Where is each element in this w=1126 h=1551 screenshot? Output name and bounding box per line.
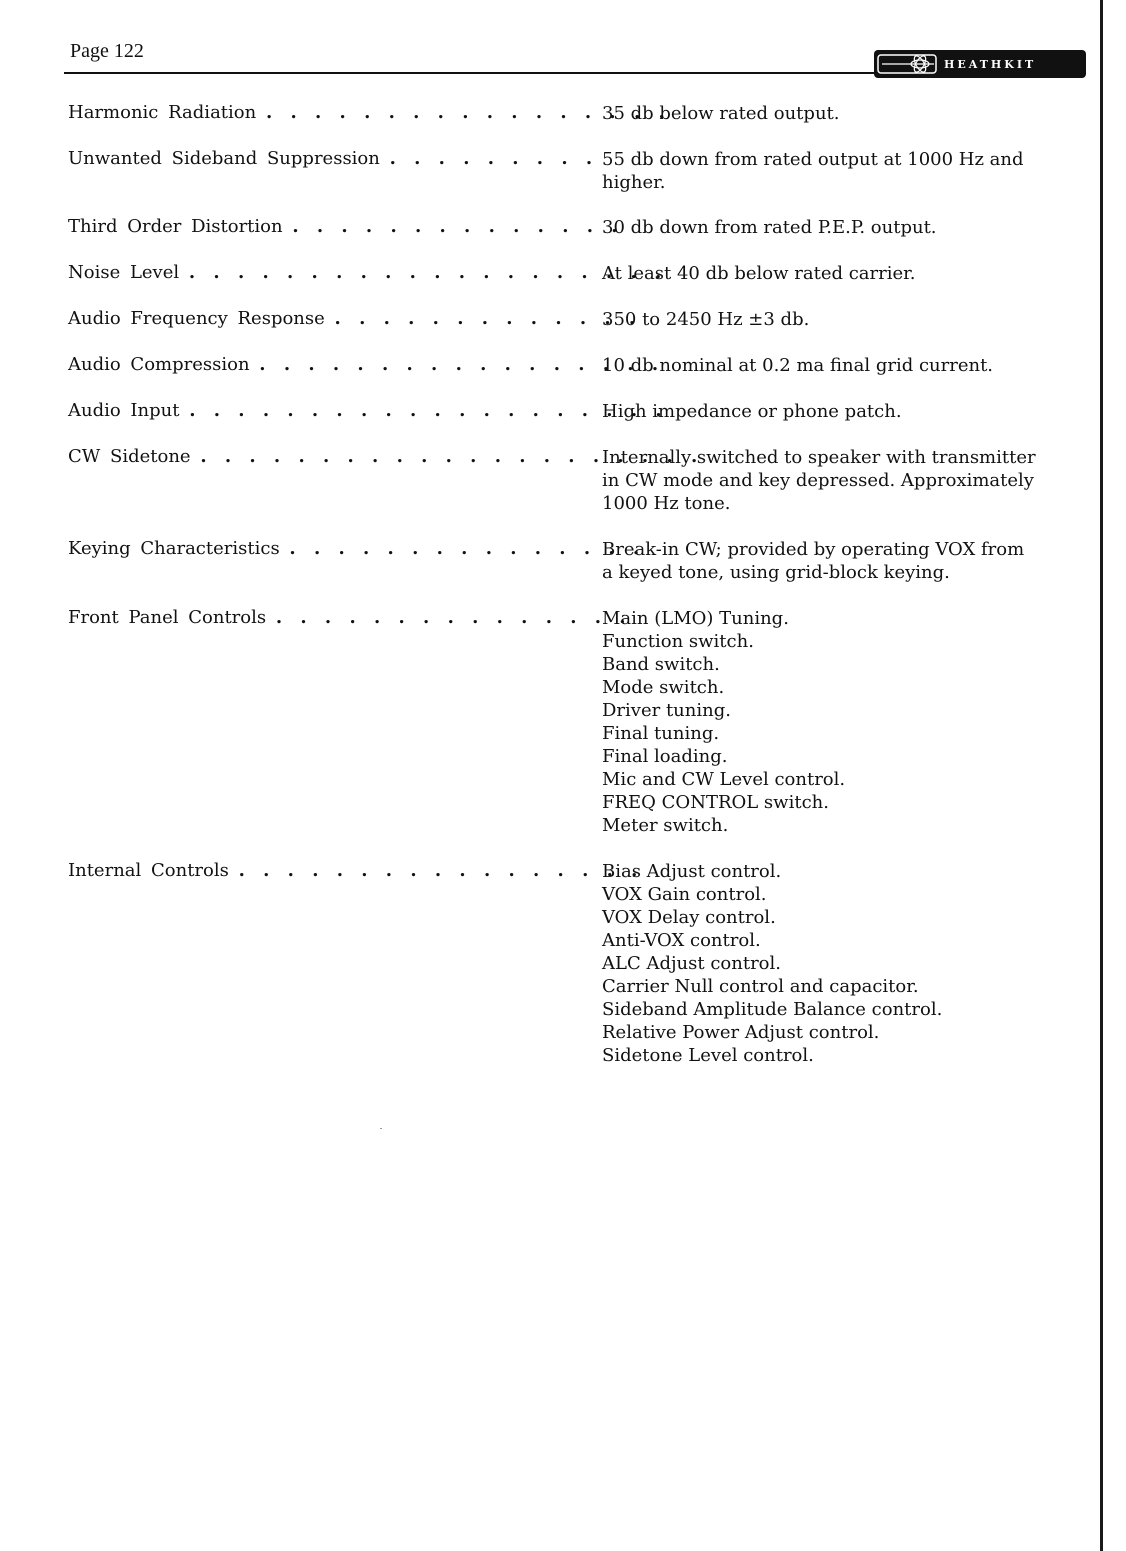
spec-value: [602, 308, 1084, 331]
spec-label: [68, 400, 666, 421]
leader-dots: . . . . . . . . . . . . . . . . . . . .: [189, 400, 666, 421]
spec-value-line: 55 db down from rated output at 1000 Hz and: [602, 149, 1024, 170]
spec-value-line: Mode switch.: [602, 677, 725, 698]
spec-label-text: Unwanted Sideband Suppression: [68, 148, 380, 169]
spec-value-line: VOX Gain control.: [602, 884, 767, 905]
spec-value-line: Anti-VOX control.: [602, 930, 761, 951]
spec-label: [68, 446, 702, 467]
spec-value-line: 35 db below rated output.: [602, 103, 840, 124]
spec-label-text: Front Panel Controls: [68, 607, 267, 628]
leader-dots: . . . . . . . . . . . . . .: [292, 216, 622, 237]
spec-value-line: Bias Adjust control.: [602, 861, 782, 882]
spec-value-line: 1000 Hz tone.: [602, 493, 731, 514]
spec-value: [602, 354, 1084, 377]
spec-label-text: Internal Controls: [68, 860, 229, 881]
spec-label-text: Audio Frequency Response: [68, 308, 325, 329]
spec-value-line: High impedance or phone patch.: [602, 401, 902, 422]
spec-value: [602, 446, 1084, 515]
spec-value-line: VOX Delay control.: [602, 907, 776, 928]
spec-value-line: At least 40 db below rated carrier.: [602, 263, 916, 284]
spec-value-line: Band switch.: [602, 654, 720, 675]
leader-dots: . . . . . . . . . . . . . . . . . . . .: [188, 262, 666, 283]
spec-value: [602, 400, 1084, 423]
spec-label: [68, 308, 640, 329]
spec-label: [68, 354, 663, 375]
spec-label: [68, 607, 630, 628]
spec-value-line: a keyed tone, using grid-block keying.: [602, 562, 950, 583]
heathkit-logo-icon: [874, 50, 940, 78]
spec-value-line: Function switch.: [602, 631, 754, 652]
brand-name: HEATHKIT: [944, 57, 1037, 71]
scan-speck: [380, 1128, 382, 1129]
spec-value-line: Break-in CW; provided by operating VOX from: [602, 539, 1025, 560]
spec-value-line: Sidetone Level control.: [602, 1045, 814, 1066]
spec-value: [602, 102, 1084, 125]
spec-value-line: Internally switched to speaker with transmitter: [602, 447, 1036, 468]
spec-value-line: 10 db nominal at 0.2 ma final grid current.: [602, 355, 994, 376]
spec-label-text: Keying Characteristics: [68, 538, 280, 559]
spec-label: [68, 102, 669, 123]
spec-value-line: in CW mode and key depressed. Approximately: [602, 470, 1034, 491]
leader-dots: . . . . . . . . . . . . . . .: [275, 607, 630, 628]
spec-value: [602, 607, 1084, 837]
heathkit-logo: [874, 50, 1086, 78]
spec-value-line: 30 db down from rated P.E.P. output.: [602, 217, 937, 238]
spec-value: [602, 216, 1084, 239]
spec-value-line: Final loading.: [602, 746, 728, 767]
spec-value-line: Main (LMO) Tuning.: [602, 608, 789, 629]
spec-value: [602, 262, 1084, 285]
spec-label-text: Audio Input: [68, 400, 180, 421]
spec-value-line: Meter switch.: [602, 815, 729, 836]
spec-label-text: Third Order Distortion: [68, 216, 283, 237]
spec-value-line: Sideband Amplitude Balance control.: [602, 999, 943, 1020]
spec-value-line: Carrier Null control and capacitor.: [602, 976, 919, 997]
leader-dots: . . . . . . . . . . . . . . .: [289, 538, 644, 559]
spec-label-text: Harmonic Radiation: [68, 102, 257, 123]
page-edge-rule: [1100, 0, 1103, 1551]
spec-value-line: higher.: [602, 172, 666, 193]
spec-label: [68, 216, 622, 237]
spec-value-line: Driver tuning.: [602, 700, 731, 721]
spec-value-line: Mic and CW Level control.: [602, 769, 846, 790]
spec-label: [68, 538, 644, 559]
leader-dots: . . . . . . . . . . . . . . . . .: [238, 860, 642, 881]
leader-dots: . . . . . . . . . . . . .: [334, 308, 640, 329]
spec-value: [602, 538, 1084, 584]
spec-label-text: Noise Level: [68, 262, 180, 283]
header-rule: [64, 72, 878, 74]
spec-value-line: Final tuning.: [602, 723, 720, 744]
leader-dots: . . . . . . . . . . . . . . . . . . . . .: [200, 446, 702, 467]
spec-label: [68, 860, 642, 881]
leader-dots: . . . . . . . . . . . . . . . . .: [265, 102, 669, 123]
leader-dots: . . . . . . . . .: [389, 148, 597, 169]
spec-label-text: Audio Compression: [68, 354, 250, 375]
leader-dots: . . . . . . . . . . . . . . . . .: [259, 354, 663, 375]
spec-value: [602, 148, 1084, 194]
spec-value-line: FREQ CONTROL switch.: [602, 792, 829, 813]
spec-value-line: 350 to 2450 Hz ±3 db.: [602, 309, 810, 330]
spec-label-text: CW Sidetone: [68, 446, 191, 467]
spec-label: [68, 148, 597, 169]
spec-value-line: Relative Power Adjust control.: [602, 1022, 880, 1043]
spec-value: [602, 860, 1084, 1067]
spec-value-line: ALC Adjust control.: [602, 953, 781, 974]
page-number: Page 122: [70, 40, 144, 62]
spec-label: [68, 262, 666, 283]
